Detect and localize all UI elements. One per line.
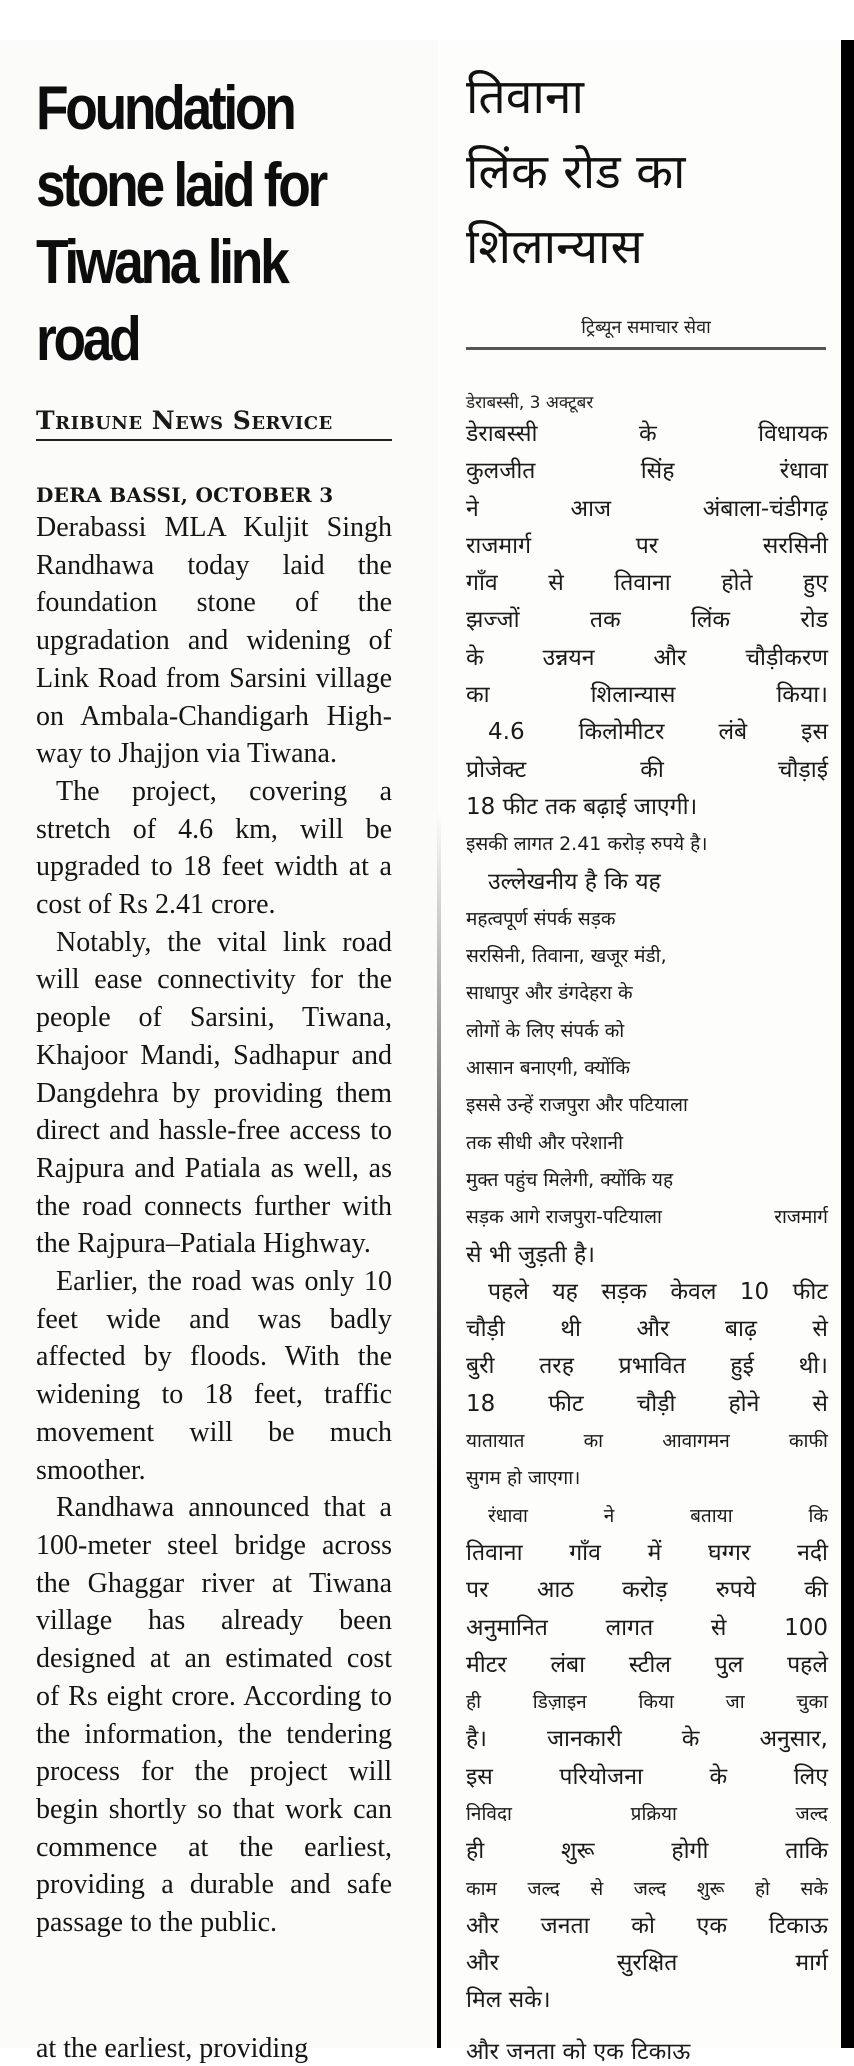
hindi-word: मुक्त पहुंच मिलेगी, क्योंकि यह <box>466 1168 674 1191</box>
hindi-text-line <box>466 565 828 602</box>
headline-line: तिवाना <box>466 69 584 125</box>
hindi-word: निविदा <box>466 1802 512 1825</box>
hindi-word: से <box>590 1877 604 1900</box>
hindi-text-line <box>466 1647 828 1684</box>
hindi-word: काफी <box>788 1430 828 1453</box>
hindi-word: यातायात <box>466 1430 525 1453</box>
hindi-word: 18 फीट तक बढ़ाई जाएगी। <box>466 793 698 820</box>
hindi-text-line <box>466 1572 828 1609</box>
hindi-word: आठ <box>536 1577 574 1604</box>
hindi-word: में <box>647 1539 662 1566</box>
hindi-word: और <box>653 644 687 671</box>
hindi-word: ताकि <box>785 1838 828 1865</box>
hindi-word: लोगों के लिए संपर्क को <box>466 1019 625 1042</box>
hindi-word: स्टील <box>628 1651 671 1678</box>
hindi-text-line <box>466 528 828 565</box>
hindi-word: किलोमीटर <box>578 719 665 746</box>
hindi-word: के <box>466 644 484 671</box>
english-cutoff-line: at the earliest, providing <box>36 2033 309 2064</box>
article-paragraph: Randhawa announced that a 100-meter steel bridge across the Ghaggar river at Tiwana village has already been designed at an estimated cost of Rs eight crore. According to the information, the tendering process for the project will begin shortly so that work can commence at the earliest, providing a durable and safe passage to the public. <box>36 1492 392 1939</box>
hindi-word: थी <box>560 1316 581 1343</box>
hindi-text-line <box>466 1199 828 1236</box>
hindi-text-line <box>466 416 828 453</box>
hindi-byline-rule <box>466 315 826 350</box>
hindi-word: जल्द <box>795 1802 828 1825</box>
english-headline <box>36 70 397 378</box>
hindi-text-line <box>466 640 828 677</box>
hindi-text-line <box>466 1684 828 1721</box>
hindi-word: चुका <box>796 1691 828 1714</box>
hindi-word: राजमार्ग <box>466 532 532 559</box>
hindi-word: लंबे <box>718 719 748 746</box>
hindi-text-line <box>466 1535 828 1572</box>
hindi-word: बुरी <box>466 1353 495 1380</box>
hindi-article <box>466 60 828 2020</box>
hindi-word: यह <box>552 1278 578 1305</box>
hindi-text-line <box>466 1274 828 1311</box>
hindi-dateline: डेराबस्सी, 3 अक्टूबर <box>466 393 594 413</box>
hindi-word: ने <box>466 495 479 522</box>
hindi-word: सड़क आगे राजपुरा-पटियाला <box>466 1206 662 1229</box>
hindi-word: बाढ़ <box>724 1316 757 1343</box>
hindi-word: अनुसार, <box>759 1726 828 1753</box>
hindi-word: से भी जुड़ती है। <box>466 1241 595 1268</box>
hindi-text-line <box>466 1721 828 1758</box>
hindi-text-line <box>466 901 828 938</box>
hindi-word: लंबा <box>550 1651 586 1678</box>
hindi-text-line <box>466 1871 828 1908</box>
hindi-word: तिवाना <box>614 570 671 597</box>
hindi-word: सड़क <box>601 1278 647 1305</box>
hindi-text-line <box>466 1796 828 1833</box>
hindi-word: उल्लेखनीय है कि यह <box>488 868 661 895</box>
hindi-text-line <box>466 1833 828 1870</box>
hindi-word: हुए <box>803 570 828 597</box>
hindi-text-line <box>466 1423 828 1460</box>
hindi-word: प्रक्रिया <box>630 1802 677 1825</box>
hindi-word: कि <box>808 1504 828 1527</box>
hindi-word: 100 <box>784 1614 828 1641</box>
hindi-word: टिकाऊ <box>768 1912 828 1939</box>
hindi-word: शुरू <box>696 1877 725 1900</box>
hindi-word: से <box>812 1316 828 1343</box>
hindi-word: के <box>681 1726 700 1753</box>
hindi-word: से <box>548 570 564 597</box>
hindi-text-line <box>466 1982 828 2019</box>
hindi-word: नदी <box>797 1539 828 1566</box>
hindi-word: रंधावा <box>488 1504 528 1527</box>
hindi-word: की <box>640 756 664 783</box>
hindi-text-line <box>466 1162 828 1199</box>
article-paragraph: Derabassi MLA Kuljit Singh Randhawa today laid the foundation stone of the upgradation and widening of Link Road from Sarsini village on Ambala-Chandigarh Highway to Jhajjon via Tiwana. <box>36 512 392 770</box>
hindi-text-line <box>466 938 828 975</box>
hindi-text-line <box>466 1610 828 1647</box>
column-divider <box>437 810 441 2048</box>
hindi-word: किया। <box>776 682 828 709</box>
article-paragraph: Earlier, the road was only 10 feet wide and was badly affected by floods. With the widening to 18 feet, traffic movement will be much smoother. <box>36 1266 392 1486</box>
hindi-text-line <box>466 975 828 1012</box>
hindi-word: लागत <box>605 1614 654 1641</box>
hindi-text-line <box>466 752 828 789</box>
hindi-word: सके <box>800 1877 828 1900</box>
hindi-word: 18 <box>466 1390 496 1417</box>
hindi-text-line <box>466 864 828 901</box>
hindi-word: इससे उन्हें राजपुरा और पटियाला <box>466 1094 688 1117</box>
hindi-word: पर <box>635 532 659 559</box>
hindi-text-line <box>466 1311 828 1348</box>
hindi-word: पहले <box>488 1278 529 1305</box>
hindi-word: अनुमानित <box>466 1614 548 1641</box>
hindi-word: घग्गर <box>707 1539 751 1566</box>
hindi-word: आवागमन <box>662 1430 730 1453</box>
english-byline: Tribune News Service <box>36 406 392 441</box>
hindi-word: के <box>638 421 657 447</box>
hindi-word: इस <box>466 1763 493 1790</box>
hindi-word: आसान बनाएगी, क्योंकि <box>466 1057 630 1080</box>
hindi-word: उन्नयन <box>542 644 595 671</box>
hindi-word: पुल <box>714 1651 744 1678</box>
hindi-text-line <box>466 1759 828 1796</box>
hindi-word: को <box>631 1912 655 1939</box>
hindi-word: अंबाला-चंडीगढ़ <box>702 495 828 522</box>
hindi-text-line <box>466 1013 828 1050</box>
hindi-word: जानकारी <box>546 1726 622 1753</box>
hindi-word: परियोजना <box>559 1763 643 1790</box>
article-paragraph: Notably, the vital link road will ease connectivity for the people of Sarsini, Tiwana, Khajoor Mandi, Sadhapur and Dangdehra by providing them direct and hassle-free access to Rajpura and Patiala as well, as the road connects further with the Rajpura–Patiala Highway. <box>36 926 392 1260</box>
hindi-word: विधायक <box>758 421 828 447</box>
hindi-word: फीट <box>792 1278 828 1305</box>
hindi-word: मीटर <box>466 1651 507 1678</box>
hindi-word: बताया <box>690 1504 733 1527</box>
hindi-word: आज <box>570 495 612 522</box>
hindi-text-line <box>466 714 828 751</box>
hindi-text-line <box>466 491 828 528</box>
headline-line: लिंक रोड का <box>466 144 686 200</box>
right-page-border <box>841 40 854 2048</box>
hindi-word: से <box>812 1390 828 1417</box>
hindi-word: साधापुर और डंगदेहरा के <box>466 982 633 1005</box>
hindi-word: तक सीधी और परेशानी <box>466 1131 623 1154</box>
hindi-headline <box>466 60 828 285</box>
hindi-word: 10 <box>739 1278 770 1305</box>
hindi-word: की <box>804 1577 828 1604</box>
hindi-word: कुलजीत <box>466 458 536 485</box>
hindi-word: राजमार्ग <box>774 1206 828 1229</box>
hindi-text-line <box>466 602 828 639</box>
hindi-word: सुगम हो जाएगा। <box>466 1467 581 1490</box>
headline-line: stone laid for <box>36 151 326 220</box>
hindi-word: शिलान्यास <box>590 682 676 709</box>
hindi-word: लिए <box>793 1763 828 1790</box>
hindi-word: रोड <box>800 607 828 634</box>
headline-line: Tiwana link road <box>36 228 287 374</box>
hindi-text-line <box>466 1386 828 1423</box>
hindi-word: और <box>636 1316 670 1343</box>
hindi-word: रंधावा <box>779 458 828 485</box>
headline-line: शिलान्यास <box>466 219 643 275</box>
hindi-word: का <box>583 1430 604 1453</box>
hindi-word: गाँव <box>569 1539 601 1566</box>
hindi-word: शुरू <box>561 1838 595 1865</box>
hindi-word: चौड़ाई <box>777 756 828 783</box>
hindi-word: लिंक <box>690 607 731 634</box>
hindi-word: प्रोजेक्ट <box>466 756 527 783</box>
hindi-text-line <box>466 453 828 490</box>
hindi-word: तिवाना <box>466 1539 523 1566</box>
hindi-word: जल्द <box>527 1877 560 1900</box>
hindi-word: होने <box>728 1390 760 1417</box>
hindi-text-line <box>466 1460 828 1497</box>
hindi-word: थी। <box>798 1353 828 1380</box>
hindi-word: झज्जों <box>466 607 520 634</box>
hindi-cutoff-line: और जनता को एक टिकाऊ <box>466 2039 691 2065</box>
hindi-body <box>466 416 828 2020</box>
hindi-text-line <box>466 1908 828 1945</box>
hindi-word: प्रभावित <box>618 1353 686 1380</box>
hindi-word: पहले <box>787 1651 828 1678</box>
hindi-byline: ट्रिब्यून समाचार सेवा <box>581 317 711 338</box>
hindi-word: डेराबस्सी <box>466 421 538 447</box>
hindi-word: है। <box>466 1726 487 1753</box>
hindi-text-line <box>466 1945 828 1982</box>
hindi-text-line <box>466 1348 828 1385</box>
hindi-word: तक <box>589 607 621 634</box>
english-dateline: DERA BASSI, OCTOBER 3 <box>36 483 334 507</box>
hindi-word: ही <box>466 1691 482 1714</box>
hindi-word: और <box>466 1950 499 1977</box>
hindi-text-line <box>466 826 828 863</box>
hindi-word: केवल <box>670 1278 717 1305</box>
hindi-text-line <box>466 1087 828 1124</box>
hindi-word: का <box>466 682 490 709</box>
hindi-word: ही <box>466 1838 485 1865</box>
hindi-text-line <box>466 1050 828 1087</box>
article-paragraph: The project, covering a stretch of 4.6 km, will be upgraded to 18 feet width at a cost of Rs 2.41 crore. <box>36 775 392 921</box>
hindi-word: मार्ग <box>795 1950 828 1977</box>
hindi-word: हो <box>754 1877 770 1900</box>
hindi-word: और <box>466 1912 499 1939</box>
hindi-word: तरह <box>539 1353 574 1380</box>
hindi-word: चौड़ीकरण <box>745 644 828 671</box>
hindi-word: सरसिनी <box>762 532 828 559</box>
hindi-word: चौड़ी <box>636 1390 676 1417</box>
hindi-word: मिल सके। <box>466 1987 551 2014</box>
hindi-word: सुरक्षित <box>616 1950 678 1977</box>
hindi-word: डिज़ाइन <box>532 1691 587 1714</box>
hindi-word: किया <box>638 1691 674 1714</box>
hindi-text-line <box>466 1498 828 1535</box>
hindi-word: जा <box>725 1691 745 1714</box>
hindi-word: ने <box>603 1504 615 1527</box>
hindi-word: इस <box>801 719 828 746</box>
hindi-word: हुई <box>730 1353 754 1380</box>
hindi-word: सिंह <box>640 458 675 485</box>
hindi-text-line <box>466 1237 828 1274</box>
hindi-word: गाँव <box>466 570 498 597</box>
hindi-text-line <box>466 789 828 826</box>
hindi-word: सरसिनी, तिवाना, खजूर मंडी, <box>466 945 667 968</box>
hindi-word: 4.6 <box>488 719 525 746</box>
headline-line: Foundation <box>36 74 294 143</box>
hindi-word: महत्वपूर्ण संपर्क सड़क <box>466 907 616 930</box>
hindi-text-line <box>466 677 828 714</box>
english-article <box>36 70 392 1942</box>
hindi-word: से <box>710 1614 727 1641</box>
hindi-word: पर <box>466 1577 489 1604</box>
hindi-word: काम <box>466 1877 497 1900</box>
hindi-word: करोड़ <box>622 1577 668 1604</box>
hindi-word: चौड़ी <box>466 1316 505 1343</box>
hindi-word: इसकी लागत 2.41 करोड़ रुपये है। <box>466 833 708 856</box>
hindi-word: होगी <box>671 1838 709 1865</box>
hindi-word: होते <box>721 570 753 597</box>
hindi-text-line <box>466 1125 828 1162</box>
hindi-word: जनता <box>540 1912 590 1939</box>
hindi-word: फीट <box>548 1390 584 1417</box>
hindi-word: जल्द <box>633 1877 667 1900</box>
hindi-word: के <box>709 1763 728 1790</box>
hindi-word: एक <box>696 1912 728 1939</box>
hindi-word: रुपये <box>715 1577 756 1604</box>
